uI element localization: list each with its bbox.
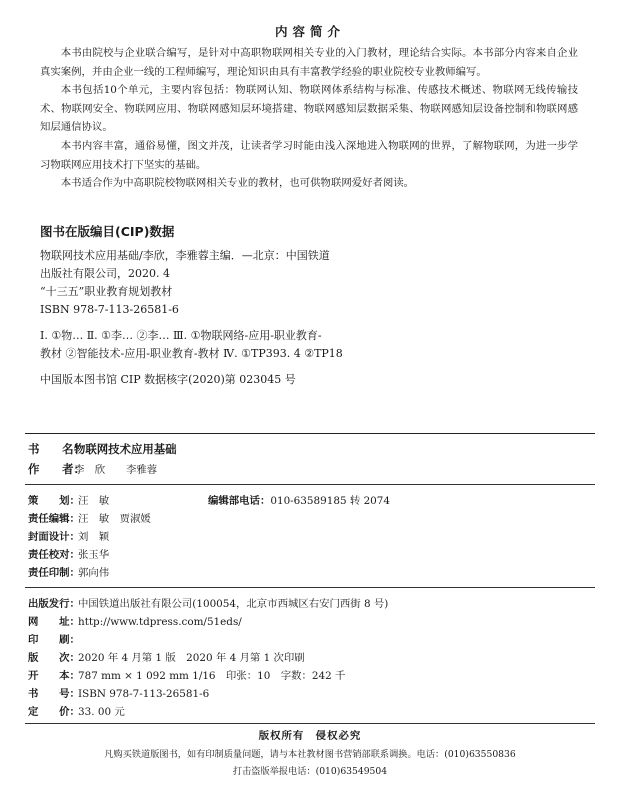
copyright-title: 版权所有 侵权必究 [258,730,362,742]
cip-line: 出版社有限公司，2020. 4 [40,267,170,280]
cip-line: 物联网技术应用基础/李欣，李雅蓉主编．—北京：中国铁道 [40,249,330,262]
divider [25,484,595,485]
proof-value: 张玉华 [78,549,110,561]
cip-line: ISBN 978-7-113-26581-6 [40,303,179,316]
intro-paragraph: 本书由院校与企业联合编写，是针对中高职物联网相关专业的入门教材，理论结合实际。本书部分内容来自企业真实案例，并由企业一线的工程师编写，理论知识由具有丰富教学经验的职业院校专业教师编写。 [40,47,578,78]
cip-line: 教材 ②智能技术-应用-职业教育-教材 Ⅳ. ①TP393. 4 ②TP18 [40,347,343,360]
publisher-label: 出版发行： [28,598,80,610]
book-author-value: 李 欣 李雅蓉 [74,464,158,476]
print-manager-row [28,564,109,579]
edition-label: 版 次： [28,652,80,664]
proof-label: 责任校对： [28,549,80,561]
phone-row [208,492,390,507]
website-label: 网 址： [28,616,80,628]
isbn-value: ISBN 978-7-113-26581-6 [78,688,210,700]
format-label: 开 本： [28,670,80,682]
publisher-row [28,595,388,610]
divider [25,433,595,434]
intro-paragraph: 本书内容丰富，通俗易懂，图文并茂，让读者学习时能由浅入深地进入物联网的世界，了解物联网，为进一步学习物联网应用技术打下坚实的基础。 [40,139,578,171]
intro-body [40,44,578,193]
cip-line: 中国版本图书馆 CIP 数据核字(2020)第 023045 号 [40,373,296,386]
cip-title: 图书在版编目(CIP)数据 [40,224,175,239]
planner-value: 汪 敏 [78,495,110,507]
editor-row [28,510,151,525]
cip-block [40,247,580,389]
planner-row [28,492,109,507]
divider [25,587,595,588]
print-manager-label: 责任印制： [28,567,80,579]
planner-label: 策 划： [28,495,80,507]
intro-paragraph: 本书适合作为中高职院校物联网相关专业的教材，也可供物联网爱好者阅读。 [60,177,415,190]
phone-label: 编辑部电话： [208,495,271,507]
printer-row [28,631,78,646]
price-label: 定 价： [28,706,80,718]
intro-paragraph: 本书包括10个单元，主要内容包括：物联网认知、物联网体系结构与标准、传感技术概述、物联网无线传输技术、物联网安全、物联网应用、物联网感知层环境搭建、物联网感知层数据采集、物联网感知层设备控制和物联网感知层通信协议。 [40,84,578,134]
editor-label: 责任编辑： [28,513,80,525]
cover-row [28,528,109,543]
cover-label: 封面设计： [28,531,80,543]
book-title-label: 书 名： [28,442,85,456]
isbn-label: 书 号： [28,688,80,700]
publisher-value: 中国铁道出版社有限公司(100054，北京市西城区右安门西街 8 号) [78,598,389,610]
format-value: 787 mm × 1 092 mm 1/16 印张：10 字数：242 千 [78,670,346,682]
cip-line: Ⅰ. ①物… Ⅱ. ①李… ②李… Ⅲ. ①物联网络-应用-职业教育- [40,329,322,342]
cover-value: 刘 颖 [78,531,110,543]
piracy-hotline: 打击盗版举报电话：(010)63549504 [232,766,388,777]
isbn-row [28,685,209,700]
format-row [28,667,345,682]
printer-label: 印 刷： [28,634,80,646]
edition-row [28,649,305,664]
editor-value: 汪 敏 贾淑媛 [78,513,151,525]
website-value: http://www.tdpress.com/51eds/ [78,616,242,628]
book-author-label: 作 者： [28,462,85,476]
book-title-value: 物联网技术应用基础 [74,442,177,456]
website-row [28,613,242,628]
price-value: 33. 00 元 [78,706,125,718]
proof-row [28,546,109,561]
quality-notice: 凡购买铁道版图书，如有印制质量问题，请与本社教材图书营销部联系调换。电话：(010)63550836 [104,749,516,760]
phone-value: 010-63589185 转 2074 [270,495,391,507]
edition-value: 2020 年 4 月第 1 版 2020 年 4 月第 1 次印刷 [78,652,305,664]
cip-line: “十三五”职业教育规划教材 [40,285,173,298]
divider [25,723,595,724]
price-row [28,703,125,718]
print-manager-value: 郭向伟 [78,567,110,579]
book-title-row [28,441,177,457]
intro-title: 内容简介 [274,24,345,39]
book-author-row [28,461,157,477]
